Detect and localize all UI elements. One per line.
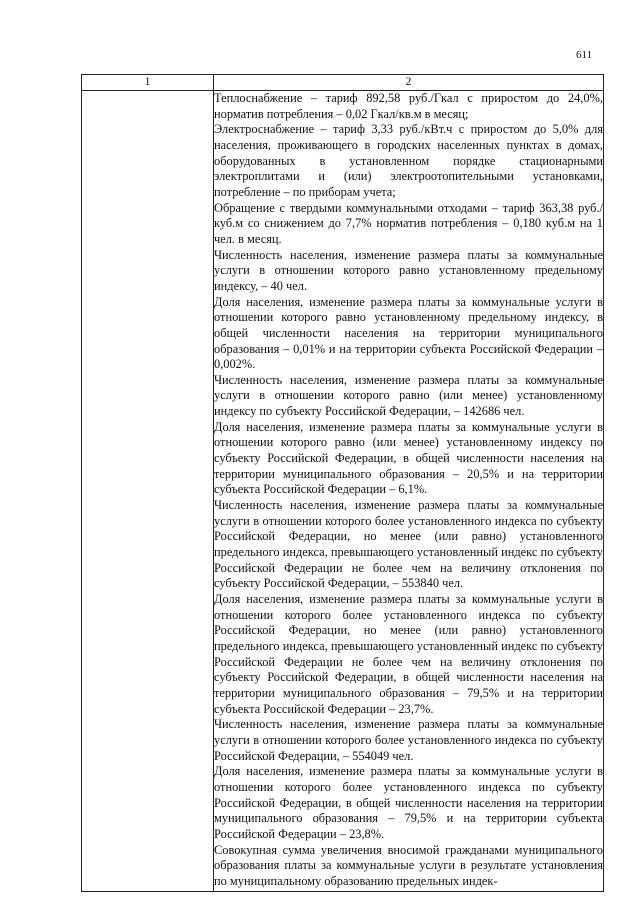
document-table: [81, 74, 604, 892]
paragraph: Численность населения, изменение размера платы за коммунальные услуги в отношении которого равно установленному предельному индексу, – 40 чел.: [214, 247, 603, 293]
paragraph: Теплоснабжение – тариф 892,58 руб./Гкал с приростом до 24,0%, норматив потребления – 0,02 Гкал/кв.м в месяц;: [214, 91, 603, 121]
paragraph: Доля населения, изменение размера платы за коммунальные услуги в отношении которого равно (или менее) установленному индексу по субъекту Российской Федерации, в общей численности населения на территории муниципального образования – 20,5% и на территории субъекта Российской Федерации – 6,1%.: [214, 419, 603, 497]
paragraph: Электроснабжение – тариф 3,33 руб./кВт.ч с приростом до 5,0% для населения, проживающего в городских населенных пунктах в домах, оборудованных в установленном порядке стационарными электроплитами и (или) электроотопительными установками, потребление – по приборам учета;: [214, 122, 603, 199]
paragraph: Численность населения, изменение размера платы за коммунальные услуги в отношении которого более установленного индекса по субъекту Российской Федерации, – 554049 чел.: [214, 717, 603, 763]
paragraph: Обращение с твердыми коммунальными отходами – тариф 363,38 руб./куб.м со снижением до 7,7% норматив потребления – 0,180 куб.м на 1 чел. в месяц.: [214, 200, 603, 246]
paragraph: Численность населения, изменение размера платы за коммунальные услуги в отношении которого более установленного индекса по субъекту Российской Федерации, но менее (или равно) установленного предельного индекса, превышающего установленный индекс по субъекту Российской Федерации не более чем на величину отклонения по субъекту Российской Федерации, – 553840 чел.: [214, 498, 603, 591]
paragraph: Доля населения, изменение размера платы за коммунальные услуги в отношении которого равно установленному предельному индексу, в общей численности населения на территории муниципального образования – 0,01% и на территории субъекта Российской Федерации – 0,002%.: [214, 294, 603, 372]
paragraph: Численность населения, изменение размера платы за коммунальные услуги в отношении которого равно (или менее) установленному индексу по субъекту Российской Федерации, – 142686 чел.: [214, 372, 603, 419]
paragraph: Доля населения, изменение размера платы за коммунальные услуги в отношении которого более установленного индекса по субъекту Российской Федерации, в общей численности населения на территории муниципального образования – 79,5% и на территории субъекта Российской Федерации – 23,8%.: [214, 764, 603, 841]
table-header-row: [82, 75, 604, 91]
empty-cell: [82, 91, 214, 892]
content-cell: [214, 91, 604, 892]
column-header-1: 1: [82, 75, 214, 91]
column-header-2: 2: [214, 75, 604, 91]
paragraph: Доля населения, изменение размера платы за коммунальные услуги в отношении которого более установленного индекса по субъекту Российской Федерации, но менее (или равно) установленного предельного индекса, превышающего установленный индекс по субъекту Российской Федерации не более чем на величину отклонения по субъекту Российской Федерации, в общей численности населения на территории муниципального образования – 79,5% и на территории субъекта Российской Федерации – 23,7%.: [214, 592, 603, 716]
table-row: [82, 91, 604, 892]
paragraph: Совокупная сумма увеличения вносимой гражданами муниципального образования платы за коммунальные услуги в результате установления по муниципальному образованию предельных индек-: [214, 842, 603, 888]
page-number: 611: [576, 49, 593, 61]
